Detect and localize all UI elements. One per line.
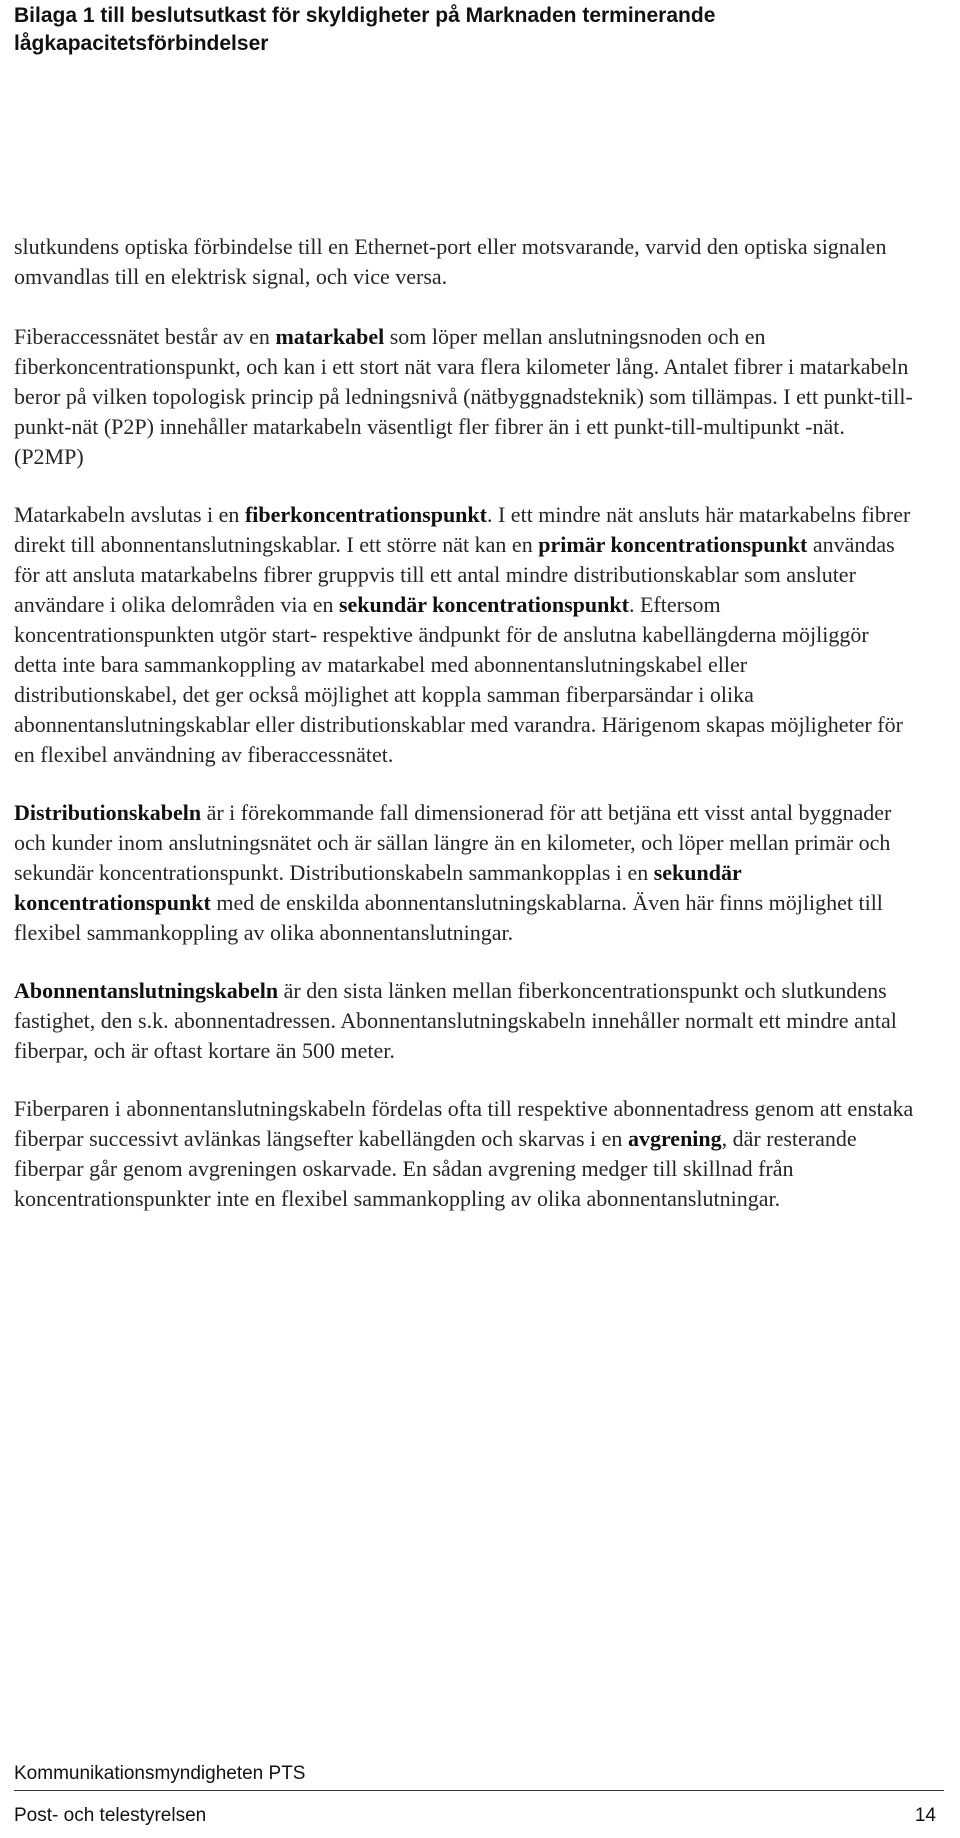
- paragraph-3-text-2: . I ett mindre nät ansluts här matarkabelns fibrer direkt till abonnentanslutningskablar. I ett större nät kan en: [14, 502, 911, 557]
- paragraph-2-text-1: Fiberaccessnätet består av en: [14, 324, 276, 349]
- paragraph-6: [14, 1094, 914, 1214]
- paragraph-2: [14, 322, 914, 472]
- document-header: [14, 2, 914, 58]
- paragraph-6-text-1: Fiberparen i abonnentanslutningskabeln fördelas ofta till respektive abonnentadress genom att enstaka fiberpar successivt avlänkas längsefter kabellängden och skarvas i en: [14, 1096, 914, 1151]
- paragraph-6-text-2: , där resterande fiberpar går genom avgreningen oskarvade. En sådan avgrening medger till skillnad från koncentrationspunkter inte en flexibel sammankoppling av olika abonnentanslutningar.: [14, 1126, 857, 1211]
- header-title: Bilaga 1 till beslutsutkast för skyldigheter på Marknaden terminerande lågkapacitetsförbindelser: [14, 4, 716, 55]
- term-sekundar-koncentrationspunkt-2: sekundär koncentrationspunkt: [14, 860, 742, 915]
- paragraph-4: [14, 798, 914, 948]
- footer-divider: [14, 1790, 944, 1791]
- paragraph-1-text: slutkundens optiska förbindelse till en Ethernet-port eller motsvarande, varvid den optiska signalen omvandlas till en elektrisk signal, och vice versa.: [14, 234, 887, 289]
- paragraph-3-text-4: . Eftersom koncentrationspunkten utgör start- respektive ändpunkt för de anslutna kabellängderna möjliggör detta inte bara sammankoppling av matarkabel med abonnentanslutningskabel eller distributionskabel, det ger också möjlighet att koppla samman fiberparsändar i olika abonnentanslutningskablar eller distributionskablar med varandra. Härigenom skapas möjligheter för en flexibel användning av fiberaccessnätet.: [14, 592, 903, 767]
- paragraph-3: [14, 500, 914, 770]
- footer-organization: Kommunikationsmyndigheten PTS: [14, 1763, 306, 1784]
- term-primar-koncentrationspunkt: primär koncentrationspunkt: [538, 532, 808, 557]
- term-fiberkoncentrationspunkt: fiberkoncentrationspunkt: [244, 502, 487, 527]
- paragraph-4-text-1: är i förekommande fall dimensionerad för att betjäna ett visst antal byggnader och kunder inom anslutningsnätet och är sällan längre än en kilometer, och löper mellan primär och sekundär koncentrationspunkt. Distributionskabeln sammankopplas i en: [14, 800, 892, 885]
- term-distributionskabeln: Distributionskabeln: [14, 800, 202, 825]
- paragraph-3-text-3: användas för att ansluta matarkabelns fibrer gruppvis till ett antal mindre distributionskablar som ansluter användare i olika delområden via en: [14, 532, 895, 617]
- page-number: 14: [914, 1805, 936, 1826]
- document-body: [14, 232, 914, 1242]
- paragraph-5-text-1: är den sista länken mellan fiberkoncentrationspunkt och slutkundens fastighet, den s.k. abonnentadressen. Abonnentanslutningskabeln innehåller normalt ett mindre antal fiberpar, och är oftast kortare än 500 meter.: [14, 978, 897, 1063]
- term-abonnentanslutningskabeln: Abonnentanslutningskabeln: [14, 978, 279, 1003]
- paragraph-2-text-2: som löper mellan anslutningsnoden och en fiberkoncentrationspunkt, och kan i ett stort nät vara flera kilometer lång. Antalet fibrer i matarkabeln beror på vilken topologisk princip på ledningsnivå (nätbyggnadsteknik) som tillämpas. I ett punkt-till-punkt-nät (P2P) innehåller matarkabeln väsentligt fler fibrer än i ett punkt-till-multipunkt -nät. (P2MP): [14, 324, 913, 469]
- paragraph-5: [14, 976, 914, 1066]
- term-avgrening: avgrening: [627, 1126, 722, 1151]
- paragraph-4-text-2: med de enskilda abonnentanslutningskablarna. Även här finns möjlighet till flexibel sammankoppling av olika abonnentanslutningar.: [14, 890, 883, 945]
- footer-agency-name: Post- och telestyrelsen: [14, 1805, 207, 1826]
- paragraph-1: [14, 232, 914, 292]
- term-matarkabel: matarkabel: [275, 324, 385, 349]
- term-sekundar-koncentrationspunkt: sekundär koncentrationspunkt: [338, 592, 629, 617]
- paragraph-3-text-1: Matarkabeln avslutas i en: [14, 502, 245, 527]
